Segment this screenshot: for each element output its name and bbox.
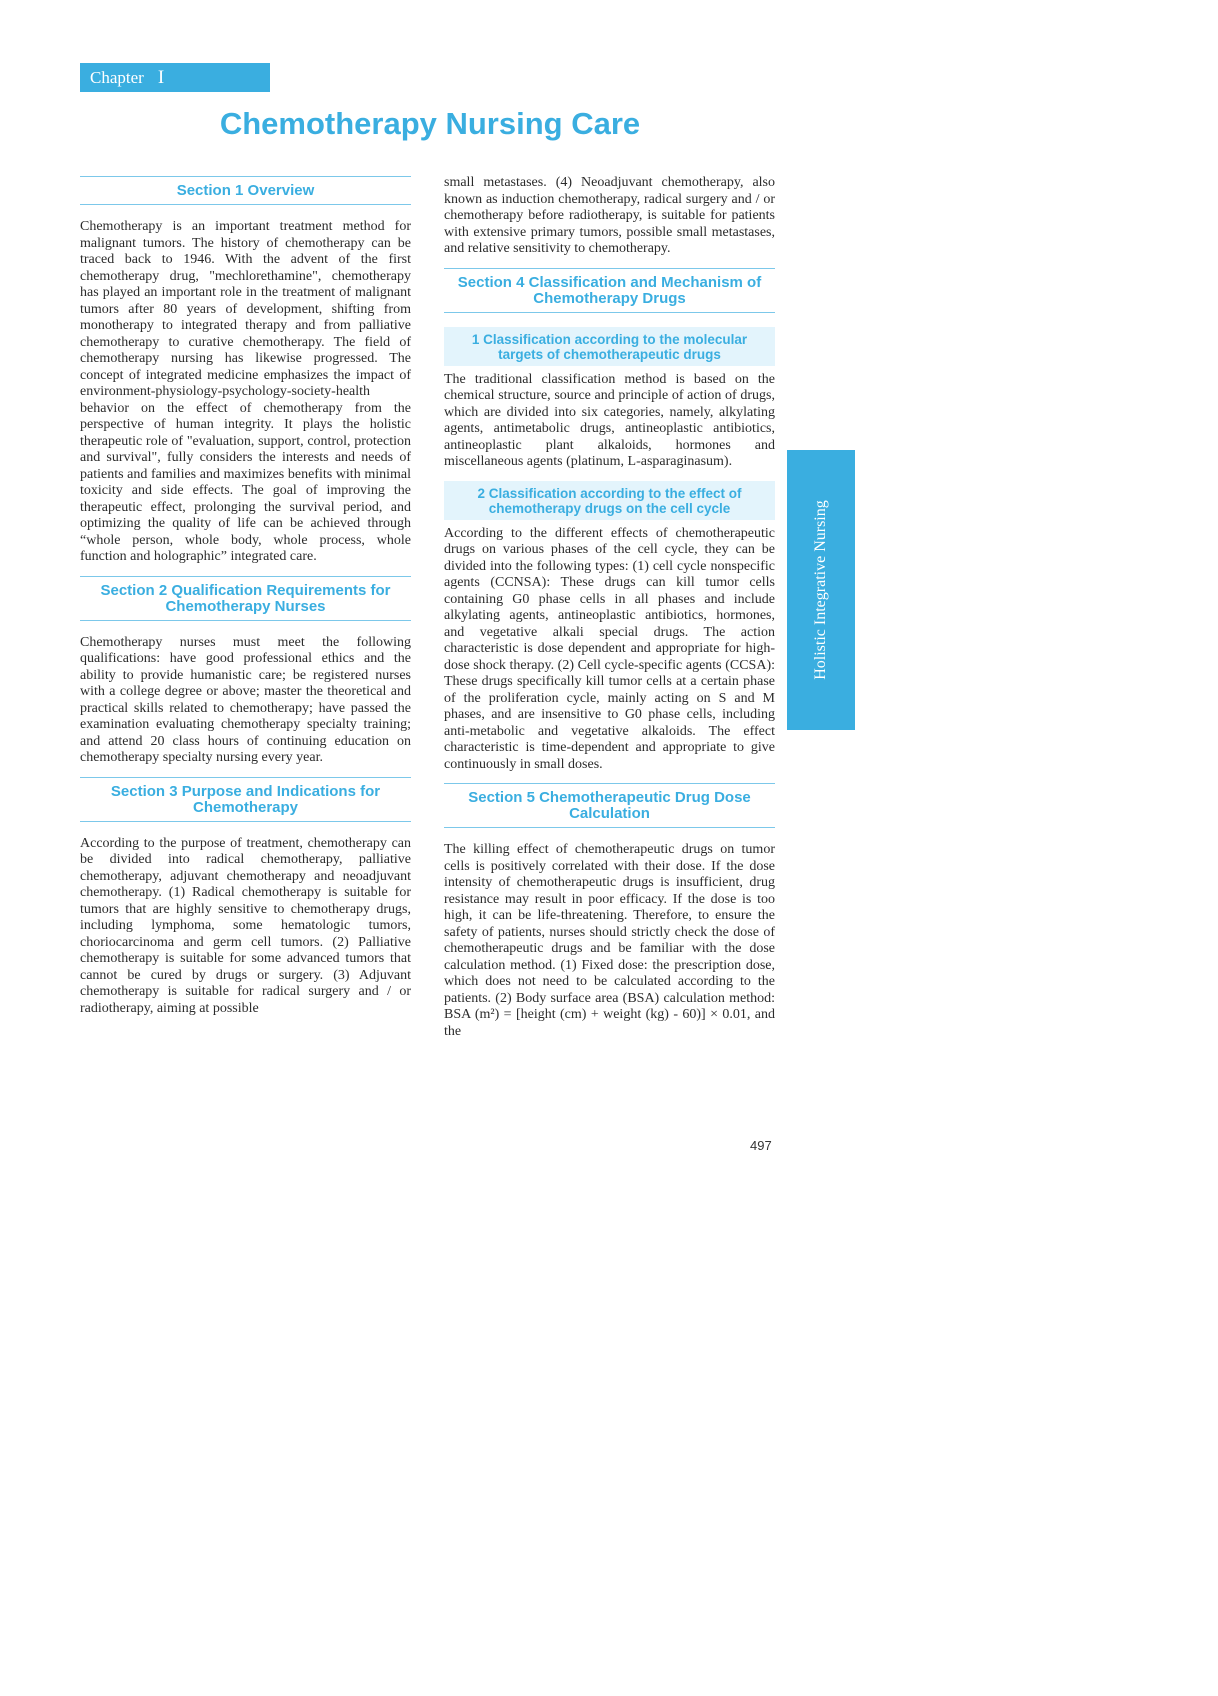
section-2-body: Chemotherapy nurses must meet the following qualifications: have good professional ethics and the ability to provide humanistic care; be registered nurses with a college degree or above; master the theoretical and practical skills related to chemotherapy; have passed the examination evaluating chemotherapy specialty training; and attend 20 class hours of continuing education on chemotherapy specialty nursing every year.	[80, 634, 411, 765]
chapter-number: I	[157, 67, 165, 88]
section-1-body: Chemotherapy is an important treatment method for malignant tumors. The history of chemotherapy can be traced back to 1946. With the advent of the first chemotherapy drug, "mechlorethamine", chemotherapy has played an important role in the treatment of malignant tumors after 80 years of development, shifting from monotherapy to integrated therapy and from palliative chemotherapy to curative chemotherapy. The field of chemotherapy nursing has likewise progressed. The concept of integrated medicine emphasizes the impact of environment-physiology-psychology-society-health behavior on the effect of chemotherapy from the perspective of human integrity. It plays the holistic therapeutic role of "evaluation, support, control, protection and survival", fully considers the interests and needs of patients and families and maximizes benefits with minimal toxicity and side effects. The goal of improving the therapeutic effect, prolonging the survival period, and optimizing the quality of life can be achieved through “whole person, whole body, whole process, whole function and holographic” integrated care.	[80, 219, 411, 564]
chapter-word: Chapter	[90, 68, 144, 87]
chapter-label	[80, 63, 270, 92]
page-number: 497	[750, 1138, 772, 1153]
section-3-continuation: small metastases. (4) Neoadjuvant chemotherapy, also known as induction chemotherapy, radical surgery and / or chemotherapy before radiotherapy, is suitable for patients with extensive primary tumors, possible small metastases, and relative sensitivity to chemotherapy.	[444, 175, 775, 256]
subsection-4-1-heading: 1 Classification according to the molecular targets of chemotherapeutic drugs	[444, 327, 775, 366]
left-column	[80, 176, 411, 1027]
section-5-heading: Section 5 Chemotherapeutic Drug Dose Calculation	[444, 783, 775, 828]
section-2-heading: Section 2 Qualification Requirements for Chemotherapy Nurses	[80, 576, 411, 621]
section-3-body: According to the purpose of treatment, chemotherapy can be divided into radical chemotherapy, palliative chemotherapy, adjuvant chemotherapy and neoadjuvant chemotherapy. (1) Radical chemotherapy is suitable for tumors that are highly sensitive to chemotherapy drugs, including lymphoma, some hematologic tumors, choriocarcinoma and germ cell tumors. (2) Palliative chemotherapy is suitable for some advanced tumors that cannot be cured by drugs or surgery. (3) Adjuvant chemotherapy is suitable for radical surgery and / or radiotherapy, aiming at possible	[80, 835, 411, 1016]
subsection-4-2-body: According to the different effects of chemotherapeutic drugs on various phases of the cell cycle, they can be divided into the following types: (1) cell cycle nonspecific agents (CCNSA): These drugs can kill tumor cells containing G0 phase cells in all phases and include alkylating agents, antineoplastic antibiotics, hormones, and vegetative alkali special drugs. The action characteristic is dose dependent and appropriate for high-dose shock therapy. (2) Cell cycle-specific agents (CCSA): These drugs specifically kill tumor cells at a certain phase of the proliferation cycle, mainly acting on S and M phases, and are insensitive to G0 phase cells, including anti-metabolic and vegetative alkaloids. The effect characteristic is time-dependent and appropriate to give continuously in small doses.	[444, 525, 775, 772]
chapter-title: Chemotherapy Nursing Care	[219, 106, 641, 141]
side-tab-label: Holistic Integrative Nursing	[812, 500, 830, 680]
section-4-heading: Section 4 Classification and Mechanism of Chemotherapy Drugs	[444, 268, 775, 313]
section-1-heading: Section 1 Overview	[80, 176, 411, 205]
section-3-heading: Section 3 Purpose and Indications for Chemotherapy	[80, 777, 411, 822]
subsection-4-1-body: The traditional classification method is based on the chemical structure, source and principle of action of drugs, which are divided into six categories, namely, alkylating agents, antimetabolic drugs, antineoplastic antibiotics, antineoplastic plant alkaloids, hormones and miscellaneous agents (platinum, L-asparaginasum).	[444, 371, 775, 469]
right-column	[444, 175, 775, 1050]
section-5-body: The killing effect of chemotherapeutic drugs on tumor cells is positively correlated with their dose. If the dose intensity of chemotherapeutic drugs is insufficient, drug resistance may result in poor efficacy. If the dose is too high, it can be life-threatening. Therefore, to ensure the safety of patients, nurses should strictly check the dose of chemotherapeutic drugs and be familiar with the dose calculation method. (1) Fixed dose: the prescription dose, which does not need to be calculated according to the patients. (2) Body surface area (BSA) calculation method: BSA (m²) = [height (cm) + weight (kg) - 60)] × 0.01, and the	[444, 842, 775, 1039]
side-tab	[787, 450, 855, 730]
subsection-4-2-heading: 2 Classification according to the effect of chemotherapy drugs on the cell cycle	[444, 481, 775, 520]
